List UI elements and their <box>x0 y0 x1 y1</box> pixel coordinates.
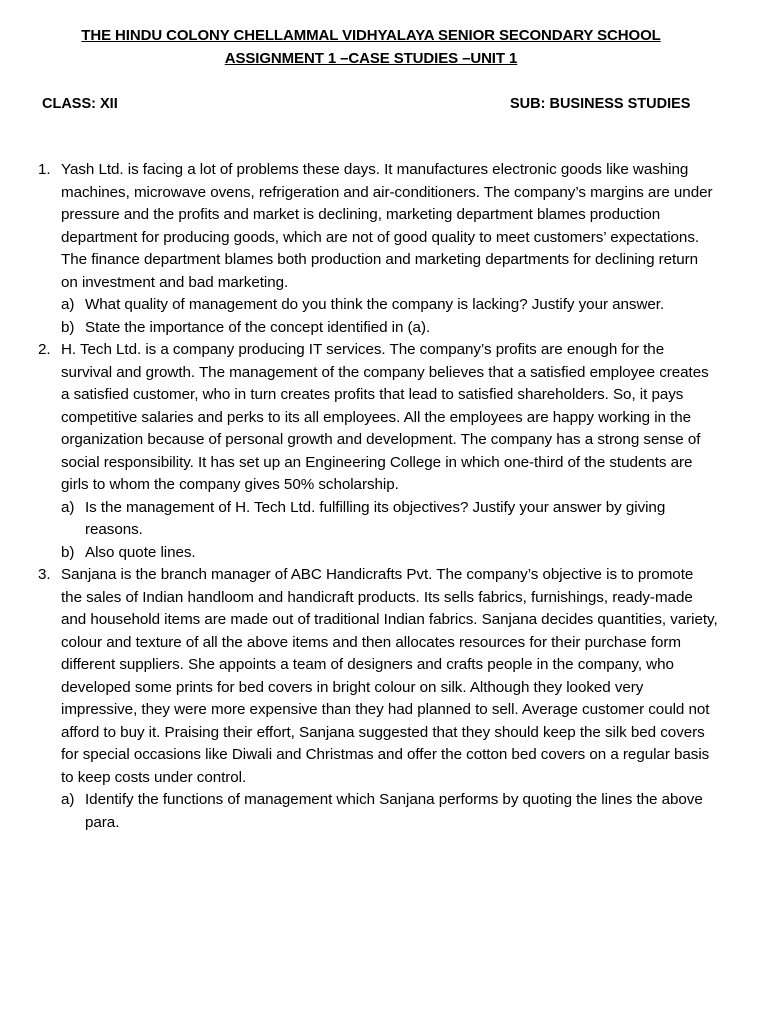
sub-question-label: b) <box>61 543 75 561</box>
sub-question <box>61 542 718 565</box>
question-3 <box>38 564 718 834</box>
sub-question-text: Identify the functions of management which Sanjana performs by quoting the lines the above para. <box>85 791 703 831</box>
class-label: CLASS: XII <box>42 96 118 112</box>
question-number: 3. <box>38 566 51 583</box>
question-number: 1. <box>38 161 51 178</box>
question-list <box>38 159 718 834</box>
assignment-title: ASSIGNMENT 1 –CASE STUDIES –UNIT 1 <box>224 50 518 67</box>
sub-question-text: Also quote lines. <box>85 543 196 561</box>
school-title: THE HINDU COLONY CHELLAMMAL VIDHYALAYA SENIOR SECONDARY SCHOOL <box>81 27 661 44</box>
question-text: H. Tech Ltd. is a company producing IT services. The company’s profits are enough for the survival and growth. The management of the company believes that a satisfied employee creates a satisfied customer, who in turn creates profits that lead to satisfied shareholders. So, it pays competitive salaries and perks to its all employees. All the employees are happy working in the organization because of personal growth and development. The company has a strong sense of social responsibility. It has set up an Engineering College in which one-third of the students are girls to whom the company gives 50% scholarship. <box>61 341 709 493</box>
question-1 <box>38 159 718 339</box>
sub-question-label: a) <box>61 498 75 516</box>
question-text: Yash Ltd. is facing a lot of problems these days. It manufactures electronic goods like washing machines, microwave ovens, refrigeration and air-conditioners. The company’s margins are under pressure and the profits and market is declining, marketing department blames production department for producing goods, which are not of good quality to meet customers’ expectations. The finance department blames both production and marketing departments for declining return on investment and bad marketing. <box>61 161 713 291</box>
sub-question <box>61 317 718 340</box>
sub-question-text: Is the management of H. Tech Ltd. fulfilling its objectives? Justify your answer by giving reasons. <box>85 498 666 538</box>
sub-question-text: State the importance of the concept identified in (a). <box>85 318 431 336</box>
sub-question-label: a) <box>61 791 75 808</box>
question-2 <box>38 339 718 564</box>
question-number: 2. <box>38 341 51 358</box>
sub-question-label: b) <box>61 318 75 336</box>
sub-question-label: a) <box>61 296 75 313</box>
sub-question-text: What quality of management do you think the company is lacking? Justify your answer. <box>85 296 665 313</box>
question-text: Sanjana is the branch manager of ABC Handicrafts Pvt. The company’s objective is to promote the sales of Indian handloom and handicraft products. Its sells fabrics, furnishings, ready-made and household items are made out of traditional Indian fabrics. Sanjana decides quantities, variety, colour and texture of all the above items and then allocates resources for their purchase form different suppliers. She appoints a team of designers and crafts people in the company, who developed some prints for bed covers in bright colour on silk. Although they looked very impressive, they were more expensive than they had planned to sell. Average customer could not afford to buy it. Praising their effort, Sanjana suggested that they should keep the silk bed covers for special occasions like Diwali and Christmas and offer the cotton bed covers on a regular basis to keep costs under control. <box>61 566 718 786</box>
subject-label: SUB: BUSINESS STUDIES <box>510 96 691 112</box>
sub-question <box>61 294 718 317</box>
sub-question <box>61 789 718 834</box>
sub-question <box>61 497 718 542</box>
